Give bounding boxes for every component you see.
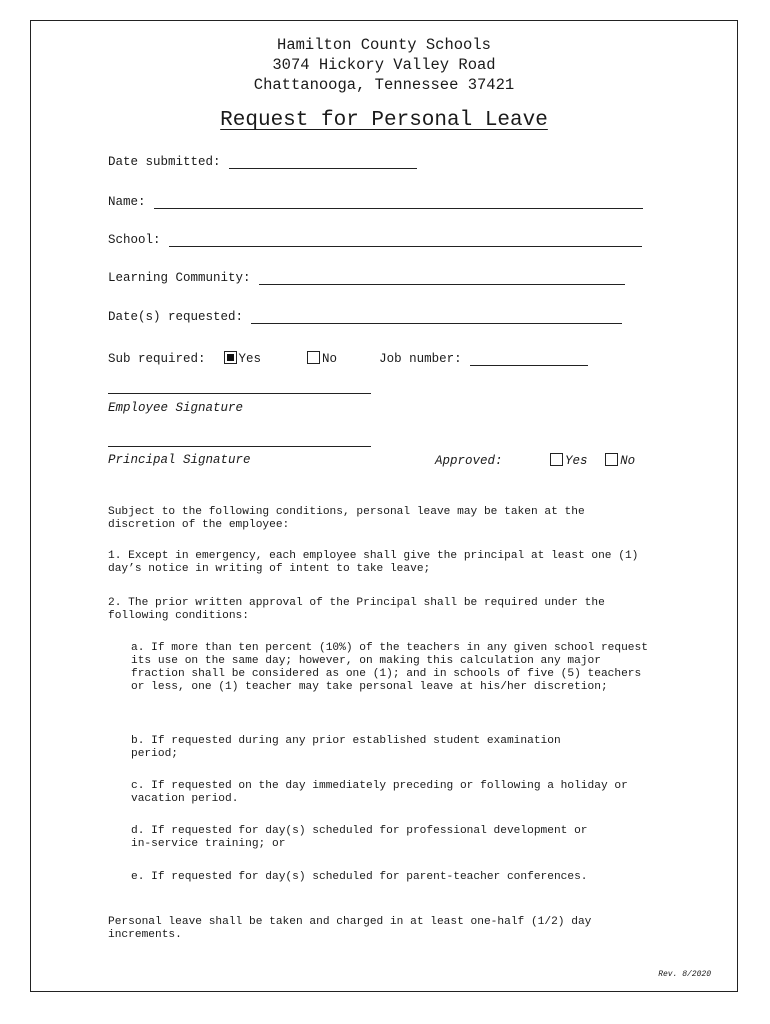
conditions-intro: Subject to the following conditions, personal leave may be taken at the discretion of the employee: <box>108 506 585 531</box>
sub-required-field <box>108 351 653 366</box>
approved-yes-option[interactable] <box>550 454 595 468</box>
form-title: Request for Personal Leave <box>220 109 548 132</box>
dates-requested-input[interactable] <box>251 310 622 324</box>
employee-signature-line[interactable] <box>108 393 371 394</box>
form-page <box>30 20 738 992</box>
date-submitted-label: Date submitted: <box>108 155 221 169</box>
school-field <box>108 233 642 247</box>
condition-1: 1. Except in emergency, each employee shall give the principal at least one (1) day’s notice in writing of intent to take leave; <box>108 550 639 575</box>
revision-note: Rev. 8/2020 <box>658 970 711 979</box>
approved-no-option[interactable] <box>605 454 635 468</box>
principal-signature-label: Principal Signature <box>108 453 251 467</box>
learning-community-field <box>108 271 625 285</box>
form-title-wrap <box>31 109 737 132</box>
dates-requested-field <box>108 310 622 324</box>
address-line-1: 3074 Hickory Valley Road <box>272 56 496 74</box>
condition-2e: e. If requested for day(s) scheduled for parent-teacher conferences. <box>131 871 588 883</box>
job-number-label: Job number: <box>379 352 462 366</box>
approved-group <box>435 453 635 468</box>
condition-2a: a. If more than ten percent (10%) of the teachers in any given school request its use on the same day; however, on making this calculation any major fraction shall be considered as one (1); and in schools of five (5) teachers or less, one (1) teacher may take personal leave at his/her discretion; <box>131 642 648 693</box>
job-number-input[interactable] <box>470 352 588 366</box>
sub-yes-option[interactable] <box>224 351 262 366</box>
condition-2d: d. If requested for day(s) scheduled for professional development or in-service training; or <box>131 825 588 850</box>
closing-note: Personal leave shall be taken and charged in at least one-half (1/2) day increments. <box>108 916 592 941</box>
learning-community-input[interactable] <box>259 271 625 285</box>
approved-no-label: No <box>620 454 636 468</box>
approved-label: Approved: <box>435 454 503 468</box>
approved-no-checkbox[interactable] <box>605 453 618 466</box>
date-submitted-input[interactable] <box>229 155 417 169</box>
sub-no-label: No <box>322 352 338 366</box>
org-name: Hamilton County Schools <box>277 36 491 54</box>
condition-2: 2. The prior written approval of the Principal shall be required under the following conditions: <box>108 597 605 622</box>
sub-yes-label: Yes <box>238 352 262 366</box>
dates-requested-label: Date(s) requested: <box>108 310 244 324</box>
learning-community-label: Learning Community: <box>108 271 251 285</box>
sub-no-option[interactable] <box>307 351 337 366</box>
address-line-2: Chattanooga, Tennessee 37421 <box>253 76 515 94</box>
header <box>31 35 737 95</box>
condition-2b: b. If requested during any prior established student examination period; <box>131 735 561 760</box>
name-label: Name: <box>108 195 146 209</box>
approved-yes-checkbox[interactable] <box>550 453 563 466</box>
principal-signature-line[interactable] <box>108 446 371 447</box>
date-submitted-field <box>108 155 417 169</box>
name-input[interactable] <box>154 195 643 209</box>
employee-signature-label: Employee Signature <box>108 401 244 415</box>
sub-required-label: Sub required: <box>108 352 206 366</box>
school-input[interactable] <box>169 233 642 247</box>
condition-2c: c. If requested on the day immediately preceding or following a holiday or vacation period. <box>131 780 628 805</box>
sub-no-checkbox[interactable] <box>307 351 320 364</box>
approved-yes-label: Yes <box>565 454 588 468</box>
school-label: School: <box>108 233 161 247</box>
name-field <box>108 195 643 209</box>
sub-yes-checkbox[interactable] <box>224 351 237 364</box>
